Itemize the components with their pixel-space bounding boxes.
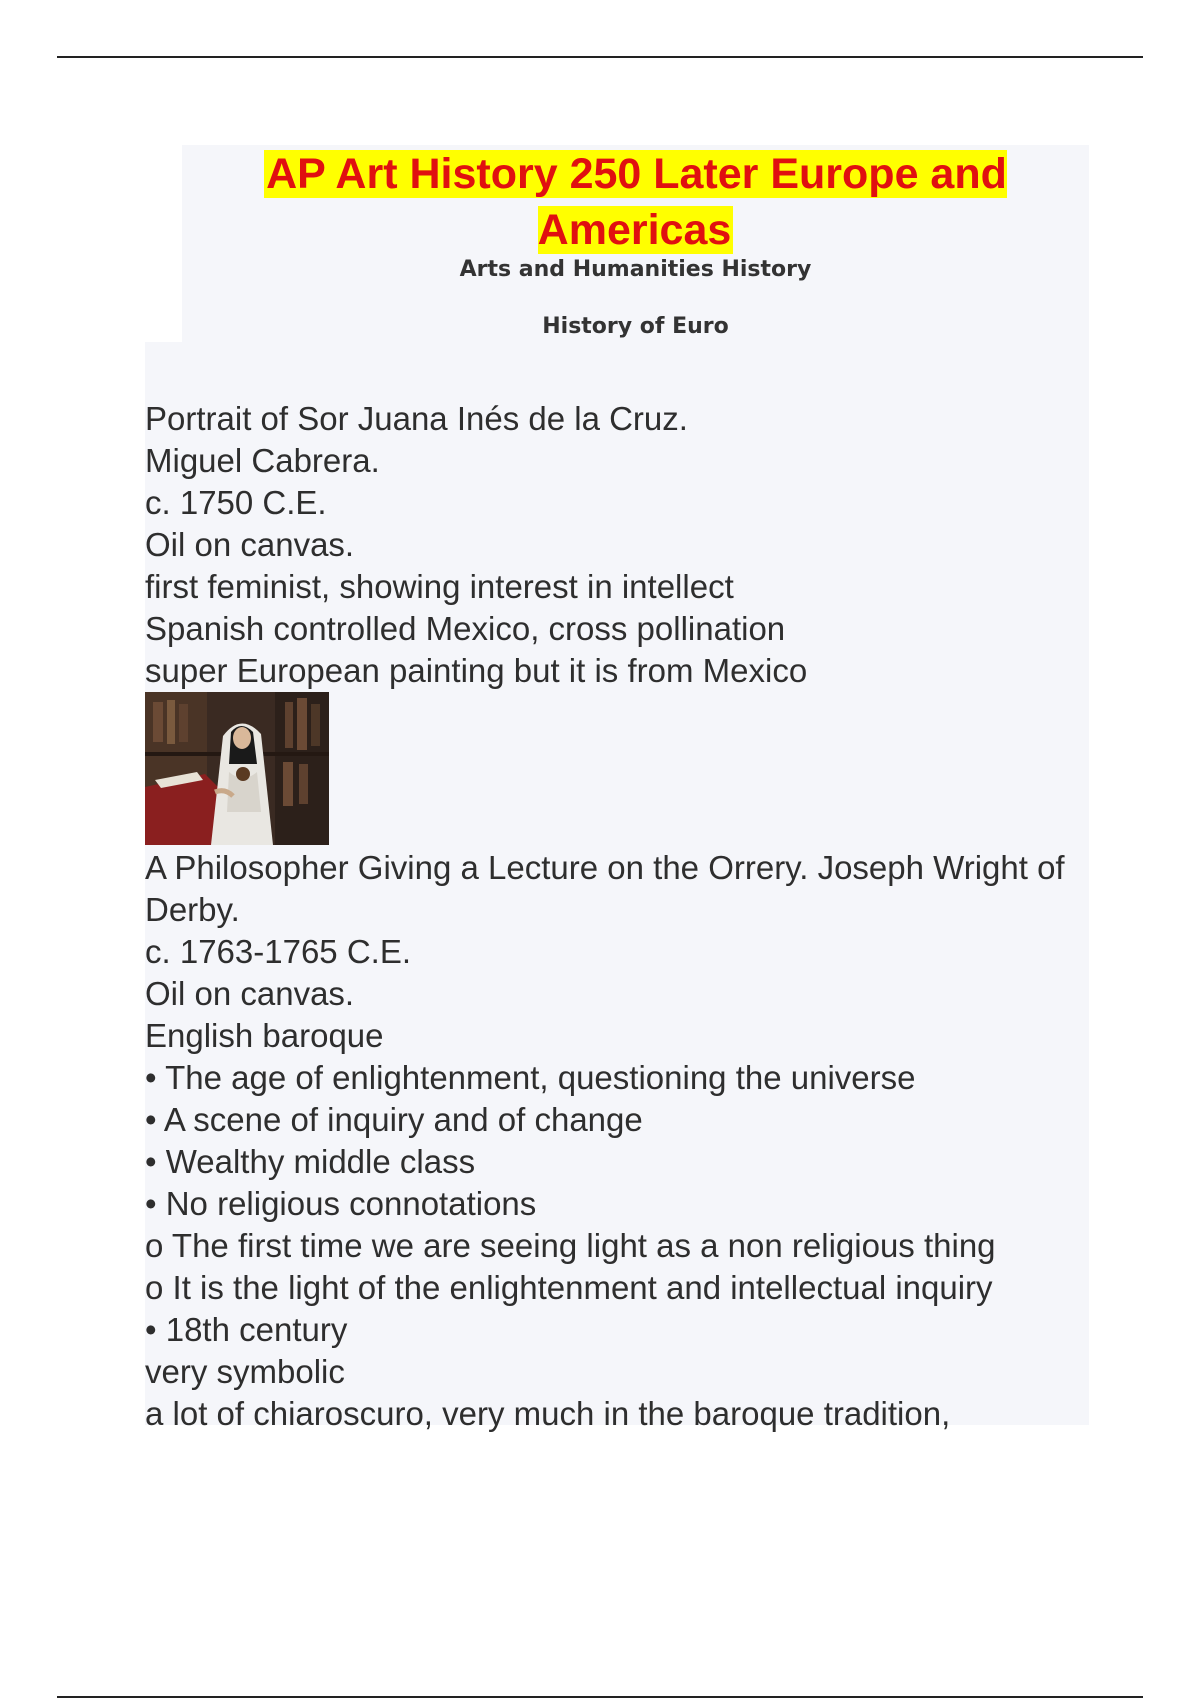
- entry-2-line: c. 1763-1765 C.E.: [145, 933, 411, 970]
- entry-2-line: very symbolic: [145, 1353, 345, 1390]
- entry-1-line: Miguel Cabrera.: [145, 442, 380, 479]
- sub-bullet-item: o The first time we are seeing light as a non religious thing: [145, 1227, 996, 1264]
- entry-1-line: Portrait of Sor Juana Inés de la Cruz.: [145, 400, 688, 437]
- entry-2-line: a lot of chiaroscuro, very much in the baroque tradition,: [145, 1395, 951, 1432]
- sub-bullet-item: o It is the light of the enlightenment and intellectual inquiry: [145, 1269, 993, 1306]
- top-rule: [57, 56, 1143, 58]
- bullet-item: • 18th century: [145, 1311, 348, 1348]
- entry-1-line: Spanish controlled Mexico, cross pollination: [145, 610, 786, 647]
- entry-1-line: super European painting but it is from Mexico: [145, 652, 808, 689]
- entry-2-line: Oil on canvas.: [145, 975, 355, 1012]
- entry-2-line: English baroque: [145, 1017, 384, 1054]
- entry-1-line: c. 1750 C.E.: [145, 484, 327, 521]
- document-subtitle: Arts and Humanities History: [459, 257, 812, 282]
- entry-2-heading: A Philosopher Giving a Lecture on the Orrery. Joseph Wright of Derby.: [145, 849, 1065, 928]
- document-body: [145, 398, 1085, 1435]
- document-title: [182, 146, 1089, 258]
- bullet-item: • Wealthy middle class: [145, 1143, 476, 1180]
- bottom-rule: [57, 1696, 1143, 1698]
- entry-1-line: first feminist, showing interest in intellect: [145, 568, 734, 605]
- bullet-item: • No religious connotations: [145, 1185, 537, 1222]
- portrait-painting-thumbnail: [145, 692, 329, 845]
- entry-1-line: Oil on canvas.: [145, 526, 355, 563]
- document-subject: History of Euro: [542, 314, 729, 339]
- bullet-item: • A scene of inquiry and of change: [145, 1101, 643, 1138]
- title-highlight: AP Art History 250 Later Europe and Americas: [266, 150, 1007, 254]
- bullet-item: • The age of enlightenment, questioning the universe: [145, 1059, 916, 1096]
